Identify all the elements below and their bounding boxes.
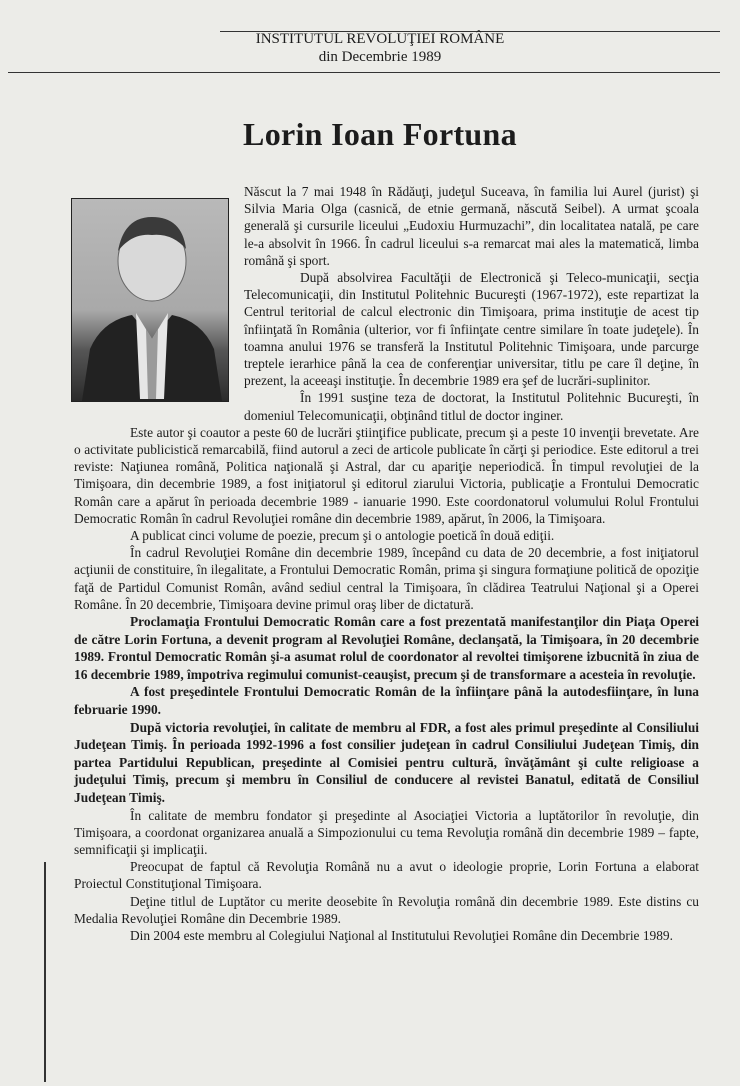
running-header (215, 30, 545, 66)
paragraph: Născut la 7 mai 1948 în Rădăuţi, judeţul Suceava, în familia lui Aurel (jurist) şi Silvia Maria Olga (casnică, de etnie germană, născută Seibel). A urmat şcoala generală şi cursurile liceului „Eudoxiu Hurmuzachi”, din localitatea natală, pe care le-a absolvit în 1966. În cadrul liceului s-a remarcat mai ales la matematică, limba română şi sport. (244, 184, 699, 268)
paragraph: A publicat cinci volume de poezie, precum şi o antologie poetică în două ediţii. (130, 528, 555, 544)
paragraph-bold: A fost preşedintele Frontului Democratic Român de la înfiinţare până la autodesfiinţare, în luna februarie 1990. (74, 684, 699, 718)
paragraph: În cadrul Revoluţiei Române din decembrie 1989, începând cu data de 20 decembrie, a fost iniţiatorul acţiunii de constituire, în ilegalitate, a Frontului Democratic Român, prima şi singura formaţiune politică de opoziţie faţă de Partidul Comunist Român, având sediul central la Timişoara, în clădirea Teatrului Naţional şi a Operei Române. În 20 decembrie, Timişoara devine primul oraş liber de dictatură. (74, 545, 699, 612)
paragraph-bold: După victoria revoluţiei, în calitate de membru al FDR, a fost ales primul preşedinte al Consiliului Judeţean Timiş. În perioada 1992-1996 a fost consilier judeţean în cadrul Consiliului Judeţean Timiş, din partea Partidului Republican, preşedinte al Comisiei pentru cultură, învăţământ şi culte religioase a judeţului Timiş, precum şi membru în Consiliul de conducere al revistei Banatul, editată de Consiliul Judeţean Timiş. (74, 719, 699, 806)
paragraph-bold: Proclamaţia Frontului Democratic Român care a fost prezentată manifestanţilor din Piaţa Operei de către Lorin Fortuna, a devenit program al Revoluţiei Române, declanşată, la Timişoara, în 20 decembrie 1989. Frontul Democratic Român şi-a asumat rolul de coordonator al revoltei timişorene izbucnită în ziua de 16 decembrie 1989, împotriva regimului comunist-ceauşist, precum şi de transformare a acesteia în revoluţie. (74, 614, 699, 682)
paragraph: Preocupat de faptul că Revoluţia Română nu a avut o ideologie proprie, Lorin Fortuna a elaborat Proiectul Constituţional Timişoara. (74, 859, 699, 892)
page-title: Lorin Ioan Fortuna (243, 116, 517, 152)
header-institute: INSTITUTUL REVOLUŢIEI ROMÂNE (255, 31, 505, 47)
header-bottom-rule (8, 72, 720, 73)
paragraph: Deţine titlul de Luptător cu merite deosebite în Revoluţia română din decembrie 1989. Este distins cu Medalia Revoluţiei Române din Decembrie 1989. (74, 893, 699, 926)
paragraph: După absolvirea Facultăţii de Electronică şi Teleco-municaţii, secţia Telecomunicaţii, din Institutul Politehnic Bucureşti (1967-1972), este repartizat la Centrul teritorial de calcul electronic din Timişoara, prima instituţie de acest tip înfiinţată în România (ulterior, vor fi înfiinţate centre similare în toate judeţele). În toamna anului 1976 se transferă la Institutul Politehnic Timişoara, unde parcurge treptele ierarhice până la cea de conferenţiar universitar, titlu pe care îl deţine, în prezent, la aceeaşi instituţie. În decembrie 1989 era şef de lucrări-suplinitor. (244, 270, 699, 389)
paragraph: Din 2004 este membru al Colegiului Naţional al Institutului Revoluţiei Române din Decembrie 1989. (130, 928, 673, 944)
biography-text (74, 183, 699, 944)
paragraph: În 1991 susţine teza de doctorat, la Institutul Politehnic Bucureşti, în domeniul Telecomunicaţii, obţinând titlul de doctor inginer. (244, 390, 699, 423)
paragraph: Este autor şi coautor a peste 60 de lucrări ştiinţifice publicate, precum şi a peste 10 invenţii brevetate. Are o activitate publicistică remarcabilă, fiind autorul a zeci de articole publicate în cărţi şi periodice. Este editorul a trei reviste: Naţiunea română, Politica naţională şi Astral, dar cu apariţie neperiodică. În timpul revoluţiei de la Timişoara, din decembrie 1989, a fost iniţiatorul şi editorul ziarului Victoria, publicaţie a Frontului Democratic Român care a apărut în perioada decembrie 1989 - ianuarie 1990. Este coordonatorul volumului Rolul Frontului Democratic Român în cadrul Revoluţiei române din decembrie 1989, apărut, în 2006, la Timişoara. (74, 424, 699, 526)
photo-spacer (74, 183, 244, 409)
header-subtitle: din Decembrie 1989 (318, 49, 442, 65)
margin-binding-line (44, 862, 46, 1082)
paragraph: În calitate de membru fondator şi preşedinte al Asociaţiei Victoria a luptătorilor în revoluţie, din Timişoara, a coordonat organizarea anuală a Simpozionului cu tema Revoluţia română din decembrie 1989 – fapte, semnificaţii şi implicaţii. (74, 807, 699, 858)
